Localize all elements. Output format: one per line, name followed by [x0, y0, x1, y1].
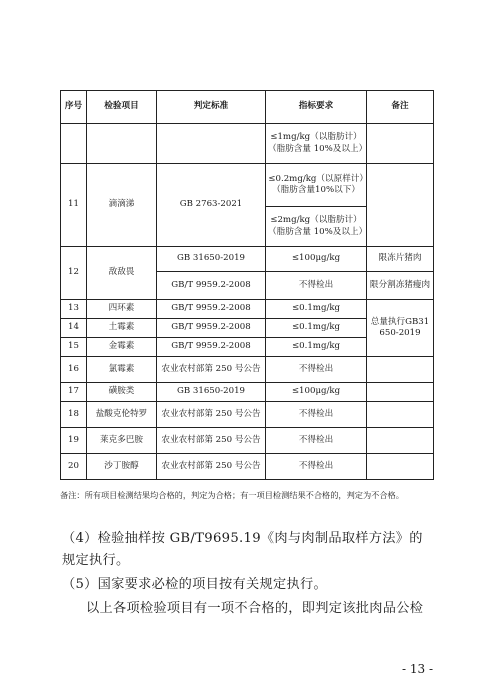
cell-note	[367, 454, 434, 480]
cell-standard: 农业农村部第 250 号公告	[157, 357, 266, 383]
cell-no	[61, 124, 87, 164]
cell-requirement: ≤2mg/kg（以脂肪计）（脂肪含量 10%及以上）	[266, 207, 367, 247]
table-row	[61, 300, 434, 319]
cell-item: 滴滴涕	[87, 164, 157, 247]
table-row	[61, 164, 434, 207]
cell-note	[367, 124, 434, 164]
cell-no: 20	[61, 454, 87, 480]
cell-requirement: 不得检出	[266, 454, 367, 480]
cell-standard: 农业农村部第 250 号公告	[157, 428, 266, 454]
cell-note: 限冻片猪肉	[367, 247, 434, 272]
cell-no: 18	[61, 402, 87, 428]
cell-standard: GB 31650-2019	[157, 383, 266, 402]
cell-item	[87, 124, 157, 164]
cell-note	[367, 383, 434, 402]
cell-no: 12	[61, 247, 87, 300]
cell-standard	[157, 124, 266, 164]
header-requirement: 指标要求	[266, 91, 367, 124]
cell-item: 氯霉素	[87, 357, 157, 383]
cell-requirement: ≤0.1mg/kg	[266, 319, 367, 338]
cell-no: 14	[61, 319, 87, 338]
cell-standard: GB 31650-2019	[157, 247, 266, 272]
header-no: 序号	[61, 91, 87, 124]
cell-requirement: 不得检出	[266, 402, 367, 428]
header-note: 备注	[367, 91, 434, 124]
cell-note: 限分割冻猪瘦肉	[367, 272, 434, 300]
cell-requirement: ≤100μg/kg	[266, 247, 367, 272]
cell-standard: GB/T 9959.2-2008	[157, 338, 266, 357]
cell-item: 金霉素	[87, 338, 157, 357]
cell-no: 13	[61, 300, 87, 319]
cell-item: 沙丁胺醇	[87, 454, 157, 480]
cell-requirement: ≤0.2mg/kg（以原样计）（脂肪含量10%以下）	[266, 164, 367, 207]
inspection-table	[60, 90, 434, 480]
cell-no: 11	[61, 164, 87, 247]
cell-requirement: 不得检出	[266, 272, 367, 300]
table-row	[61, 428, 434, 454]
table-row	[61, 247, 434, 272]
page-number: - 13 -	[402, 662, 434, 676]
cell-no: 15	[61, 338, 87, 357]
header-item: 检验项目	[87, 91, 157, 124]
cell-standard: GB/T 9959.2-2008	[157, 300, 266, 319]
table-header-row	[61, 91, 434, 124]
cell-standard: 农业农村部第 250 号公告	[157, 454, 266, 480]
cell-requirement: ≤100μg/kg	[266, 383, 367, 402]
cell-note	[367, 402, 434, 428]
table-row	[61, 357, 434, 383]
table-row	[61, 124, 434, 164]
cell-requirement: ≤1mg/kg（以脂肪计）（脂肪含量 10%及以上）	[266, 124, 367, 164]
cell-no: 16	[61, 357, 87, 383]
cell-requirement: ≤0.1mg/kg	[266, 300, 367, 319]
cell-no: 19	[61, 428, 87, 454]
cell-standard: GB/T 9959.2-2008	[157, 272, 266, 300]
cell-item: 敌敌畏	[87, 247, 157, 300]
table-footnote: 备注：所有项目检测结果均合格的，判定为合格；有一项目检测结果不合格的，判定为不合格。	[60, 490, 404, 500]
paragraph-5: （5）国家要求必检的项目按有关规定执行。	[62, 577, 327, 592]
cell-item: 磺胺类	[87, 383, 157, 402]
cell-item: 土霉素	[87, 319, 157, 338]
cell-requirement: 不得检出	[266, 357, 367, 383]
table-row	[61, 454, 434, 480]
cell-standard: 农业农村部第 250 号公告	[157, 402, 266, 428]
cell-note	[367, 164, 434, 247]
cell-note: 总量执行GB31650-2019	[367, 300, 434, 357]
cell-no: 17	[61, 383, 87, 402]
paragraph-4: （4）检验抽样按 GB/T9695.19《肉与肉制品取样方法》的规定执行。	[62, 531, 423, 568]
cell-item: 莱克多巴胺	[87, 428, 157, 454]
cell-requirement: ≤0.1mg/kg	[266, 338, 367, 357]
table-row	[61, 402, 434, 428]
cell-standard: GB/T 9959.2-2008	[157, 319, 266, 338]
cell-note	[367, 428, 434, 454]
table-row	[61, 383, 434, 402]
cell-note	[367, 357, 434, 383]
header-standard: 判定标准	[157, 91, 266, 124]
cell-requirement: 不得检出	[266, 428, 367, 454]
cell-item: 四环素	[87, 300, 157, 319]
paragraph-6: 以上各项检验项目有一项不合格的，即判定该批肉品公检	[86, 601, 424, 616]
cell-item: 盐酸克伦特罗	[87, 402, 157, 428]
cell-standard: GB 2763-2021	[157, 164, 266, 247]
